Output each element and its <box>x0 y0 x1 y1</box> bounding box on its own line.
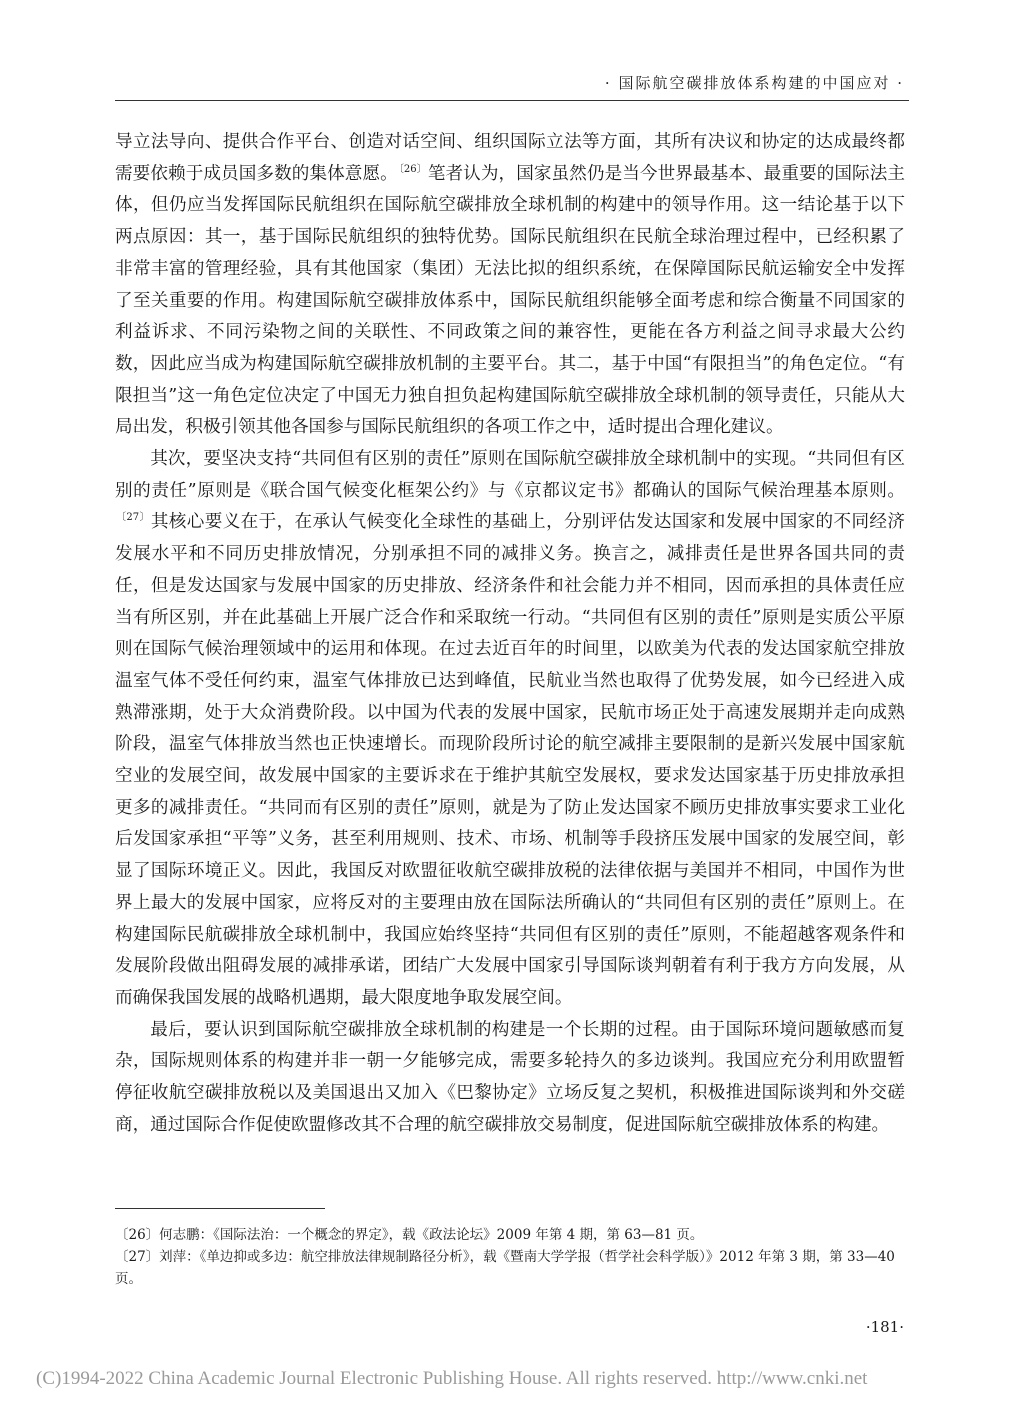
running-header: · 国际航空碳排放体系构建的中国应对 · <box>604 74 904 92</box>
copyright-watermark: (C)1994-2022 China Academic Journal Electronic Publishing House. All rights reserved. http://www.cnki.net <box>36 1368 868 1389</box>
paragraph-1 <box>115 127 905 444</box>
paragraph-1-text-a: 导立法导向、提供合作平台、创造对话空间、组织国际立法等方面，其所有决议和协定的达成最终都需要依赖于成员国多数的集体意愿。 <box>115 132 905 184</box>
paragraph-1-text-b: 笔者认为，国家虽然仍是当今世界最基本、最重要的国际法主体，但仍应当发挥国际民航组织在国际航空碳排放全球机制的构建中的领导作用。这一结论基于以下两点原因：其一，基于国际民航组织的独特优势。国际民航组织在民航全球治理过程中，已经积累了非常丰富的管理经验，具有其他国家（集团）无法比拟的组织系统，在保障国际民航运输安全中发挥了至关重要的作用。构建国际航空碳排放体系中，国际民航组织能够全面考虑和综合衡量不同国家的利益诉求、不同污染物之间的关联性、不同政策之间的兼容性，更能在各方利益之间寻求最大公约数，因此应当成为构建国际航空碳排放机制的主要平台。其二，基于中国“有限担当”的角色定位。“有限担当”这一角色定位决定了中国无力独自担负起构建国际航空碳排放全球机制的领导责任，只能从大局出发，积极引领其他各国参与国际民航组织的各项工作之中，适时提出合理化建议。 <box>115 163 905 438</box>
citation-27[interactable]: 〔27〕 <box>116 512 150 524</box>
article-body <box>115 127 905 1142</box>
citation-26[interactable]: 〔26〕 <box>398 163 427 175</box>
footnote-26: 〔26〕何志鹏：《国际法治：一个概念的界定》，载《政法论坛》2009 年第 4 期，第 63—81 页。 <box>115 1227 704 1243</box>
paragraph-2-text-a: 其次，要坚决支持“共同但有区别的责任”原则在国际航空碳排放全球机制中的实现。“共同但有区别的责任”原则是《联合国气候变化框架公约》与《京都议定书》都确认的国际气候治理基本原则。 <box>115 449 905 501</box>
footnotes <box>115 1224 910 1290</box>
footnote-27: 〔27〕刘萍：《单边抑或多边：航空排放法律规制路径分析》，载《暨南大学学报（哲学社会科学版）》2012 年第 3 期，第 33—40 页。 <box>115 1249 895 1287</box>
paragraph-2-text-b: 其核心要义在于，在承认气候变化全球性的基础上，分别评估发达国家和发展中国家的不同经济发展水平和不同历史排放情况，分别承担不同的减排义务。换言之，减排责任是世界各国共同的责任，但是发达国家与发展中国家的历史排放、经济条件和社会能力并不相同，因而承担的具体责任应当有所区别，并在此基础上开展广泛合作和采取统一行动。“共同但有区别的责任”原则是实质公平原则在国际气候治理领域中的运用和体现。在过去近百年的时间里，以欧美为代表的发达国家航空排放温室气体不受任何约束，温室气体排放已达到峰值，民航业当然也取得了优势发展，如今已经进入成熟滞涨期，处于大众消费阶段。以中国为代表的发展中国家，民航市场正处于高速发展期并走向成熟阶段，温室气体排放当然也正快速增长。而现阶段所讨论的航空减排主要限制的是新兴发展中国家航空业的发展空间，故发展中国家的主要诉求在于维护其航空发展权，要求发达国家基于历史排放承担更多的减排责任。“共同而有区别的责任”原则，就是为了防止发达国家不顾历史排放事实要求工业化后发国家承担“平等”义务，甚至利用规则、技术、市场、机制等手段挤压发展中国家的发展空间，彰显了国际环境正义。因此，我国反对欧盟征收航空碳排放税的法律依据与美国并不相同，中国作为世界上最大的发展中国家，应将反对的主要理由放在国际法所确认的“共同但有区别的责任”原则上。在构建国际民航碳排放全球机制中，我国应始终坚持“共同但有区别的责任”原则，不能超越客观条件和发展阶段做出阻碍发展的减排承诺，团结广大发展中国家引导国际谈判朝着有利于我方方向发展，从而确保我国发展的战略机遇期，最大限度地争取发展空间。 <box>115 512 905 1008</box>
footnote-rule <box>115 1208 325 1209</box>
header-rule <box>115 100 909 101</box>
page-number: ·181· <box>865 1318 904 1336</box>
paragraph-3: 最后，要认识到国际航空碳排放全球机制的构建是一个长期的过程。由于国际环境问题敏感而复杂，国际规则体系的构建并非一朝一夕能够完成，需要多轮持久的多边谈判。我国应充分利用欧盟暂停征收航空碳排放税以及美国退出又加入《巴黎协定》立场反复之契机，积极推进国际谈判和外交磋商，通过国际合作促使欧盟修改其不合理的航空碳排放交易制度，促进国际航空碳排放体系的构建。 <box>115 1019 905 1135</box>
paragraph-2 <box>115 444 905 1015</box>
